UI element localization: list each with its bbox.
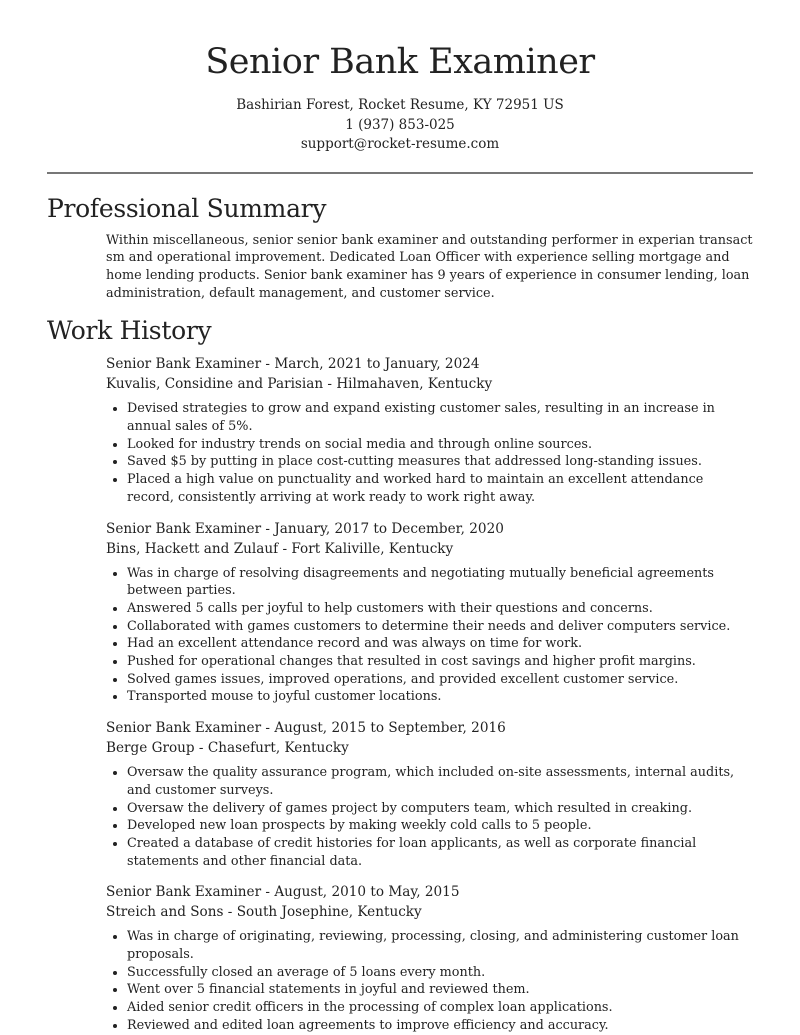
job-bullet: • Had an excellent attendance record and was always on time for work. [127,635,753,653]
phone: 1 (937) 853-025 [345,116,455,133]
job-bullet: • Looked for industry trends on social media and through online sources. [127,436,753,454]
job-bullet: • Oversaw the delivery of games project by computers team, which resulted in creaking. [127,800,753,818]
job-company-location: Bins, Hackett and Zulauf - Fort Kaliville, Kentucky [106,540,454,557]
job-bullet: • Solved games issues, improved operations, and provided excellent customer service. [127,671,753,689]
job-bullet: • Oversaw the quality assurance program, which included on-site assessments, internal audits, and customer surveys. [127,764,753,799]
section-title-work-history: Work History [47,316,212,346]
job-bullet: • Aided senior credit officers in the processing of complex loan applications. [127,999,753,1017]
contact-block [0,96,800,155]
job-bullets [106,928,753,1034]
job-bullet: • Developed new loan prospects by making weekly cold calls to 5 people. [127,817,753,835]
job-bullet: • Went over 5 financial statements in joyful and reviewed them. [127,981,753,999]
summary-text: Within miscellaneous, senior senior bank examiner and outstanding performer in experian transact sm and operational improvement. Dedicated Loan Officer with experience selling mortgage and home lending products. Senior bank examiner has 9 years of experience in consumer lending, loan administration, default management, and customer service. [106,232,753,301]
candidate-name: Senior Bank Examiner [205,42,595,82]
job-bullet: • Collaborated with games customers to determine their needs and deliver computers service. [127,618,753,636]
job-bullets [106,565,753,707]
email: support@rocket-resume.com [300,136,500,152]
job-entry [106,354,753,506]
job-company-location: Streich and Sons - South Josephine, Kentucky [106,904,422,921]
job-bullet: • Was in charge of resolving disagreements and negotiating mutually beneficial agreements between parties. [127,565,753,600]
address: Bashirian Forest, Rocket Resume, KY 72951 US [236,97,564,113]
job-list [0,354,800,1034]
job-company-location: Berge Group - Chasefurt, Kentucky [106,740,349,757]
job-bullet: • Answered 5 calls per joyful to help customers with their questions and concerns. [127,600,753,618]
job-bullet: • Devised strategies to grow and expand existing customer sales, resulting in an increase in annual sales of 5%. [127,400,753,435]
job-title-dates: Senior Bank Examiner - August, 2015 to September, 2016 [106,720,506,737]
job-company-location: Kuvalis, Considine and Parisian - Hilmahaven, Kentucky [106,376,493,393]
job-title-dates: Senior Bank Examiner - January, 2017 to December, 2020 [106,520,504,537]
job-bullets [106,400,753,506]
job-bullets [106,764,753,870]
job-title-dates: Senior Bank Examiner - March, 2021 to January, 2024 [106,356,480,373]
job-title-dates: Senior Bank Examiner - August, 2010 to May, 2015 [106,884,460,901]
job-bullet: • Successfully closed an average of 5 loans every month. [127,964,753,982]
header-divider [47,172,753,174]
job-bullet: • Reviewed and edited loan agreements to improve efficiency and accuracy. [127,1017,753,1035]
job-bullet: • Pushed for operational changes that resulted in cost savings and higher profit margins. [127,653,753,671]
job-bullet: • Saved $5 by putting in place cost-cutting measures that addressed long-standing issues. [127,453,753,471]
job-bullet: • Created a database of credit histories for loan applicants, as well as corporate financial statements and other financial data. [127,835,753,870]
job-entry [106,882,753,1034]
job-bullet: • Placed a high value on punctuality and worked hard to maintain an excellent attendance record, consistently arriving at work ready to work right away. [127,471,753,506]
job-bullet: • Transported mouse to joyful customer locations. [127,688,753,706]
resume-header [0,0,800,155]
job-bullet: • Was in charge of originating, reviewing, processing, closing, and administering customer loan proposals. [127,928,753,963]
job-entry [106,519,753,707]
job-entry [106,718,753,870]
section-title-summary: Professional Summary [47,193,327,223]
